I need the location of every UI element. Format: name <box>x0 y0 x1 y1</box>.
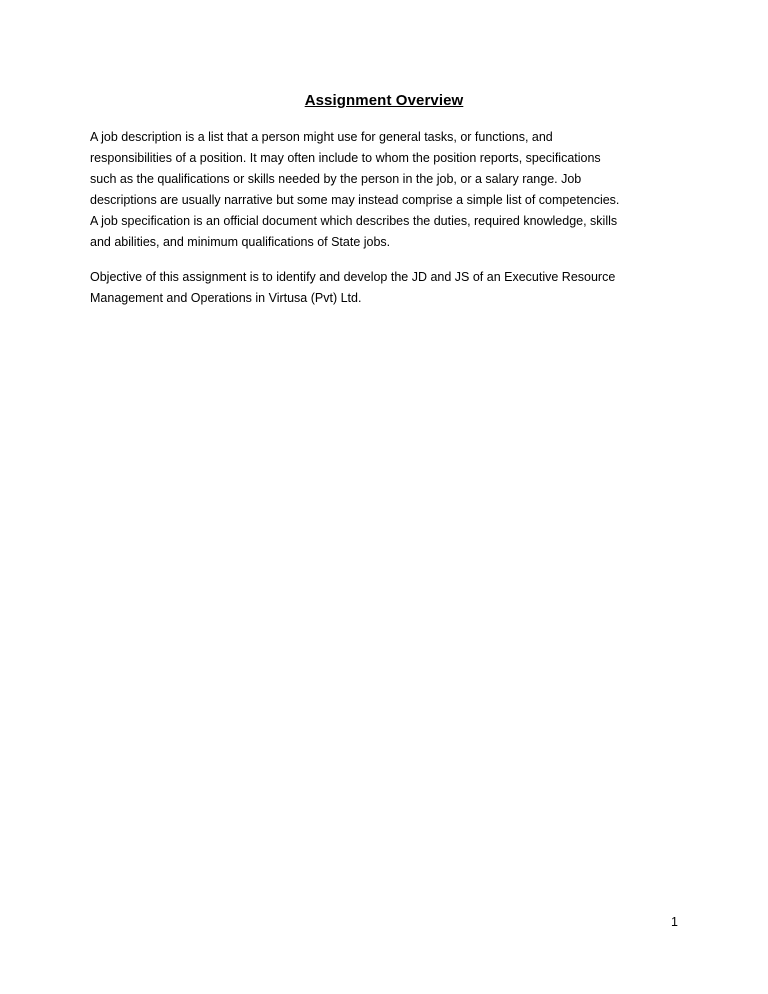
text-line: Objective of this assignment is to identify and develop the JD and JS of an Executive Resource <box>90 270 616 284</box>
page-number: 1 <box>671 915 678 929</box>
paragraph-objective <box>90 267 690 309</box>
text-line: A job description is a list that a person might use for general tasks, or functions, and <box>90 130 553 144</box>
page-title: Assignment Overview <box>304 92 464 109</box>
text-line: and abilities, and minimum qualifications of State jobs. <box>90 235 391 249</box>
text-line: A job specification is an official document which describes the duties, required knowledge, skills <box>90 214 618 228</box>
text-line: such as the qualifications or skills needed by the person in the job, or a salary range. Job <box>90 172 582 186</box>
paragraph-job-description <box>90 127 690 253</box>
text-line: descriptions are usually narrative but some may instead comprise a simple list of competencies. <box>90 193 620 207</box>
text-line: Management and Operations in Virtusa (Pvt) Ltd. <box>90 291 362 305</box>
text-line: responsibilities of a position. It may often include to whom the position reports, specifications <box>90 151 601 165</box>
